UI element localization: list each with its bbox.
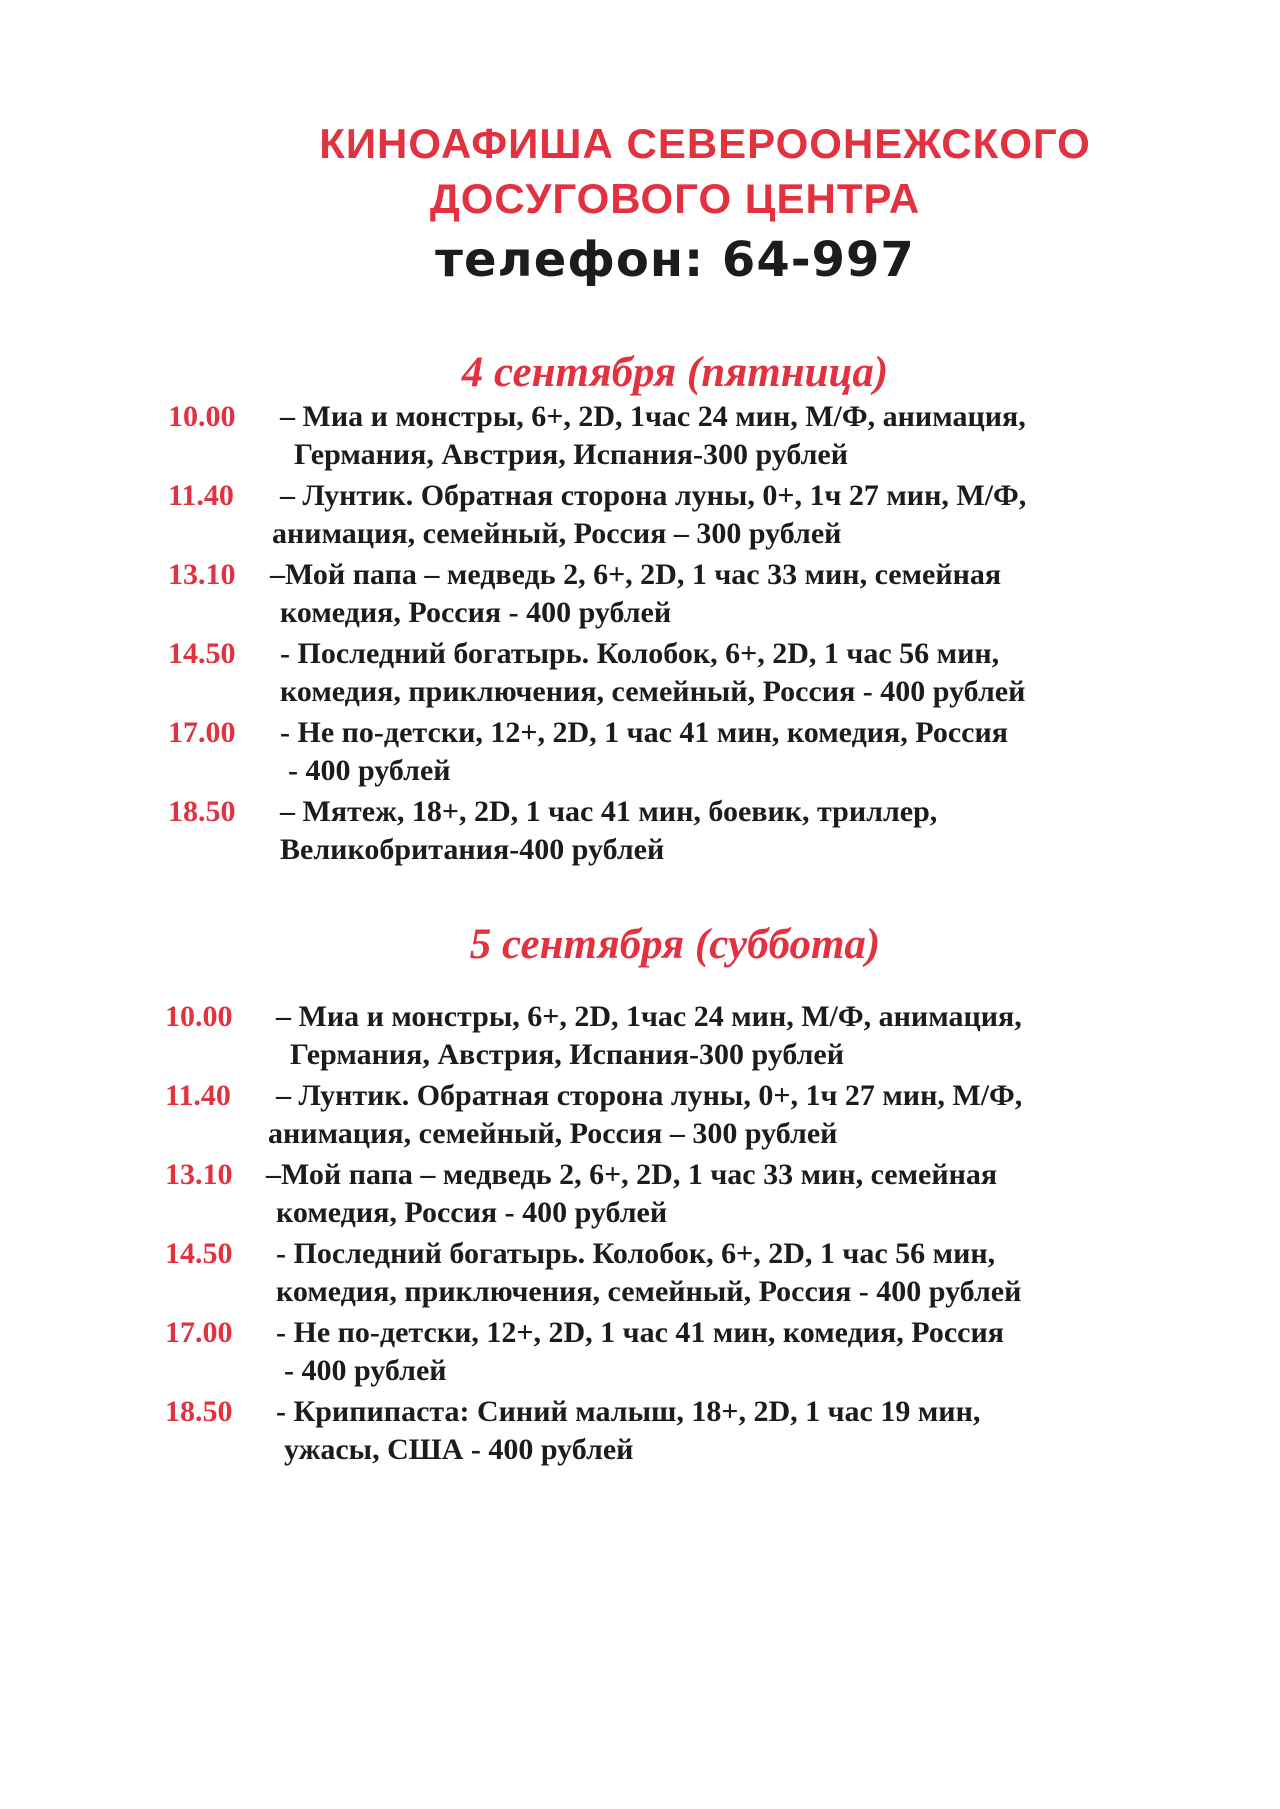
session-details-cont: комедия, Россия - 400 рублей: [280, 596, 672, 629]
session-row: [0, 1316, 1280, 1395]
session-time: 17.00: [168, 716, 236, 749]
session-time: 18.50: [168, 795, 236, 828]
session-row: [0, 716, 1280, 795]
session-details-cont: комедия, Россия - 400 рублей: [276, 1196, 668, 1229]
session-details-cont: комедия, приключения, семейный, Россия - 400 рублей: [280, 675, 1026, 708]
session-time: 13.10: [168, 558, 236, 591]
session-details: – Лунтик. Обратная сторона луны, 0+, 1ч 27 мин, М/Ф,: [276, 1079, 1023, 1112]
session-row: [0, 1237, 1280, 1316]
session-time: 10.00: [168, 400, 236, 433]
session-details: - Не по-детски, 12+, 2D, 1 час 41 мин, комедия, Россия: [276, 1316, 1004, 1349]
session-time: 14.50: [168, 637, 236, 670]
session-details: - Не по-детски, 12+, 2D, 1 час 41 мин, комедия, Россия: [280, 716, 1008, 749]
session-row: [0, 400, 1280, 479]
session-time: 10.00: [165, 1000, 233, 1033]
session-row: [0, 1000, 1280, 1079]
session-details: – Мятеж, 18+, 2D, 1 час 41 мин, боевик, триллер,: [280, 795, 938, 828]
session-details: - Крипипаста: Синий малыш, 18+, 2D, 1 час 19 мин,: [276, 1395, 981, 1428]
session-details-cont: Германия, Австрия, Испания-300 рублей: [290, 1038, 845, 1071]
session-row: [0, 558, 1280, 637]
session-row: [0, 1395, 1280, 1474]
session-details-cont: - 400 рублей: [284, 1354, 447, 1387]
schedule-sep-5: [0, 1000, 1280, 1474]
session-details: –Мой папа – медведь 2, 6+, 2D, 1 час 33 мин, семейная: [266, 1158, 998, 1191]
poster-title-line-1: КИНОАФИША СЕВЕРООНЕЖСКОГО: [319, 120, 1091, 167]
session-details-cont: ужасы, США - 400 рублей: [284, 1433, 634, 1466]
session-time: 14.50: [165, 1237, 233, 1270]
session-details-cont: Великобритания-400 рублей: [280, 833, 665, 866]
session-time: 18.50: [165, 1395, 233, 1428]
session-row: [0, 637, 1280, 716]
session-time: 11.40: [168, 479, 234, 512]
session-details: – Миа и монстры, 6+, 2D, 1час 24 мин, М/Ф, анимация,: [280, 400, 1026, 433]
session-details-cont: Германия, Австрия, Испания-300 рублей: [294, 438, 849, 471]
schedule-sep-4: [0, 400, 1280, 874]
session-details: – Миа и монстры, 6+, 2D, 1час 24 мин, М/Ф, анимация,: [276, 1000, 1022, 1033]
phone-number: телефон: 64-997: [435, 232, 915, 288]
day-heading-sep-5: 5 сентября (суббота): [469, 921, 881, 968]
session-time: 13.10: [165, 1158, 233, 1191]
session-details-cont: - 400 рублей: [288, 754, 451, 787]
session-details-cont: анимация, семейный, Россия – 300 рублей: [268, 1117, 838, 1150]
session-row: [0, 795, 1280, 874]
session-time: 17.00: [165, 1316, 233, 1349]
day-heading-sep-4: 4 сентября (пятница): [461, 349, 889, 396]
session-details-cont: анимация, семейный, Россия – 300 рублей: [272, 517, 842, 550]
session-time: 11.40: [165, 1079, 231, 1112]
session-details-cont: комедия, приключения, семейный, Россия - 400 рублей: [276, 1275, 1022, 1308]
session-details: –Мой папа – медведь 2, 6+, 2D, 1 час 33 мин, семейная: [270, 558, 1002, 591]
session-details: – Лунтик. Обратная сторона луны, 0+, 1ч 27 мин, М/Ф,: [280, 479, 1027, 512]
session-details: - Последний богатырь. Колобок, 6+, 2D, 1 час 56 мин,: [280, 637, 1000, 670]
poster-title-line-2: ДОСУГОВОГО ЦЕНТРА: [429, 175, 921, 222]
session-row: [0, 1158, 1280, 1237]
session-row: [0, 1079, 1280, 1158]
session-row: [0, 479, 1280, 558]
session-details: - Последний богатырь. Колобок, 6+, 2D, 1 час 56 мин,: [276, 1237, 996, 1270]
